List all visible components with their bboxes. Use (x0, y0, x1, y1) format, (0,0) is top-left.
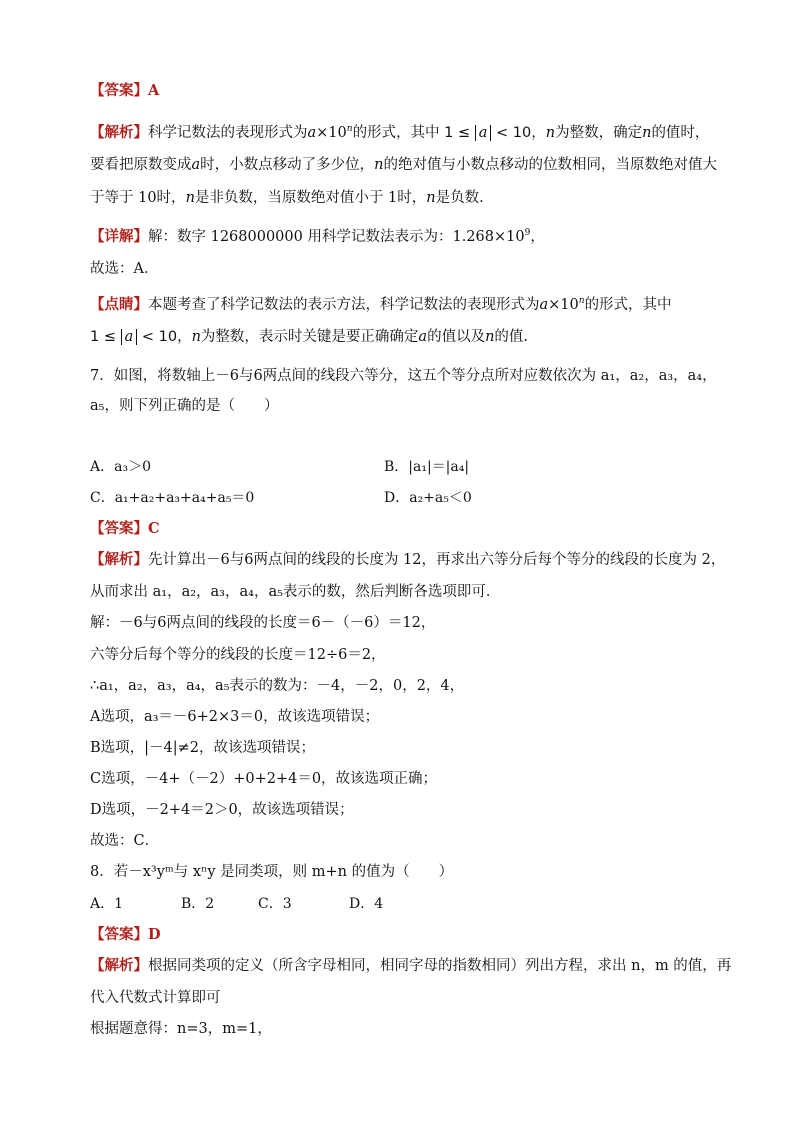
q7-analysis-line-2: 从而求出 a₁，a₂，a₃，a₄，a₅表示的数，然后判断各选项即可． (90, 584, 501, 600)
q8-option-a: A．1 (90, 896, 124, 912)
q7-stem-line-2: a₅，则下列正确的是（ ） (90, 398, 279, 414)
q7-solution-line-2: 六等分后每个等分的线段的长度＝12÷6＝2， (90, 647, 386, 663)
q6-comment-line-2: 1 ≤ a < 10，n为整数，表示时关键是要正确确定a的值以及n的值. (90, 329, 529, 345)
q7-answer-line: 【答案】C (90, 520, 160, 537)
q6-analysis-line-1: 【解析】科学记数法的表现形式为$a\times 10^n$的形式，其中 1 ≤ a < 10，n为整数，确定n的值时， (90, 124, 710, 141)
q6-answer-value: A (148, 82, 160, 99)
comment-tag: 【点睛】 (90, 296, 148, 313)
q7-option-d: D．a₂+a₅＜0 (384, 490, 472, 506)
q7-solution-line-1: 解：－6与6两点间的线段的长度＝6－（－6）＝12， (90, 615, 436, 631)
q7-solution-line-7: D选项，－2+4＝2＞0，故该选项错误； (90, 802, 354, 818)
q7-solution-line-4: A选项，a₃＝－6+2×3＝0，故该选项错误； (90, 709, 380, 725)
q7-option-c: C．a₁+a₂+a₃+a₄+a₅＝0 (90, 490, 255, 506)
analysis-tag: 【解析】 (90, 124, 148, 141)
q8-solution-line-1: 根据题意得：n=3，m=1， (90, 1021, 272, 1037)
q7-answer-value: C (148, 520, 160, 537)
q8-stem-line: 8．若－x³yᵐ与 xⁿy 是同类项，则 m+n 的值为（ ） (90, 864, 454, 880)
q7-solution-line-5: B选项，|－4|≠2，故该选项错误； (90, 740, 316, 756)
q6-comment-line-1: 【点睛】本题考查了科学记数法的表示方法，科学记数法的表现形式为$a\times 10^n$的形式，其中 (90, 296, 672, 313)
q7-choice-line: 故选：C． (90, 833, 160, 849)
q6-choice-line: 故选：A． (90, 261, 159, 277)
q8-answer-value: D (148, 926, 161, 943)
q6-detail-line: 【详解】解：数字 1268000000 用科学记数法表示为：$1.268\times 10^9$， (90, 228, 545, 245)
q8-analysis-line-2: 代入代数式计算即可 (90, 990, 221, 1006)
q7-analysis-line-1: 【解析】先计算出－6与6两点间的线段的长度为 12，再求出六等分后每个等分的线段的长度为 2， (90, 551, 726, 568)
q7-stem-line-1: 7．如图，将数轴上－6与6两点间的线段六等分，这五个等分点所对应数依次为 a₁，a₂，a₃，a₄， (90, 368, 717, 384)
q7-solution-line-3: ∴a₁，a₂，a₃，a₄，a₅表示的数为：－4，－2，0，2，4， (90, 678, 465, 694)
q8-answer-line: 【答案】D (90, 926, 161, 943)
q8-option-b: B．2 (181, 896, 215, 912)
q6-analysis-line-3: 于等于 10时，n是非负数，当原数绝对值小于 1时，n是负数. (90, 190, 484, 206)
q8-analysis-line-1: 【解析】根据同类项的定义（所含字母相同，相同字母的指数相同）列出方程，求出 n，m 的值，再 (90, 957, 732, 974)
q7-option-b: B．|a₁|＝|a₄| (384, 459, 470, 475)
answer-tag: 【答案】 (90, 82, 148, 99)
q6-analysis-line-2: 要看把原数变成a时，小数点移动了多少位，n的绝对值与小数点移动的位数相同，当原数绝对值大 (90, 157, 717, 173)
q8-option-c: C．3 (258, 896, 292, 912)
q6-answer-line (90, 81, 159, 101)
q7-option-a: A．a₃＞0 (90, 459, 151, 475)
q8-option-d: D．4 (349, 896, 384, 912)
detail-tag: 【详解】 (90, 228, 148, 245)
q7-solution-line-6: C选项，－4+（－2）+0+2+4＝0，故该选项正确； (90, 771, 438, 787)
